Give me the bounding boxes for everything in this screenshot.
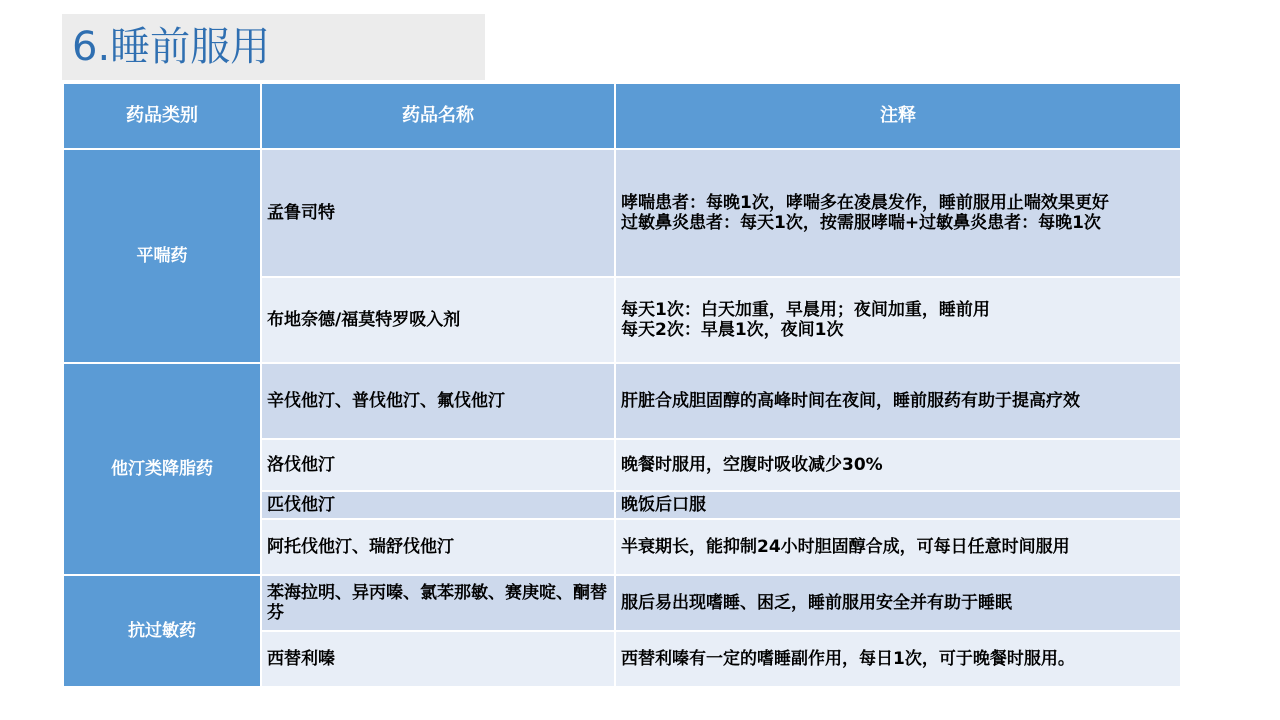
- drug-name-cell: 阿托伐他汀、瑞舒伐他汀: [261, 519, 615, 575]
- drug-name-cell: 辛伐他汀、普伐他汀、氟伐他汀: [261, 363, 615, 439]
- title-band: [62, 14, 485, 80]
- note-cell: 半衰期长，能抑制24小时胆固醇合成，可每日任意时间服用: [615, 519, 1181, 575]
- page-title: 6.睡前服用: [72, 24, 271, 70]
- note-cell: 哮喘患者：每晚1次，哮喘多在凌晨发作，睡前服用止喘效果更好 过敏鼻炎患者：每天1次，按需服哮喘+过敏鼻炎患者：每晚1次: [615, 149, 1181, 277]
- category-cell: 他汀类降脂药: [63, 363, 261, 575]
- note-cell: 晚饭后口服: [615, 491, 1181, 519]
- category-cell: 抗过敏药: [63, 575, 261, 687]
- note-cell: 晚餐时服用，空腹时吸收减少30%: [615, 439, 1181, 491]
- drug-name-cell: 布地奈德/福莫特罗吸入剂: [261, 277, 615, 363]
- drug-name-cell: 苯海拉明、异丙嗪、氯苯那敏、赛庚啶、酮替芬: [261, 575, 615, 631]
- header-category: 药品类别: [63, 83, 261, 149]
- medication-table: [62, 82, 1182, 688]
- note-cell: 西替利嗪有一定的嗜睡副作用，每日1次，可于晚餐时服用。: [615, 631, 1181, 687]
- table-row: [63, 363, 1181, 439]
- note-cell: 服后易出现嗜睡、困乏，睡前服用安全并有助于睡眠: [615, 575, 1181, 631]
- table-header-row: [63, 83, 1181, 149]
- drug-name-cell: 西替利嗪: [261, 631, 615, 687]
- note-cell: 肝脏合成胆固醇的高峰时间在夜间，睡前服药有助于提高疗效: [615, 363, 1181, 439]
- category-cell: 平喘药: [63, 149, 261, 363]
- drug-name-cell: 匹伐他汀: [261, 491, 615, 519]
- header-drug-name: 药品名称: [261, 83, 615, 149]
- table-row: [63, 149, 1181, 277]
- drug-name-cell: 孟鲁司特: [261, 149, 615, 277]
- header-note: 注释: [615, 83, 1181, 149]
- note-cell: 每天1次：白天加重，早晨用；夜间加重，睡前用 每天2次：早晨1次，夜间1次: [615, 277, 1181, 363]
- drug-name-cell: 洛伐他汀: [261, 439, 615, 491]
- table-row: [63, 575, 1181, 631]
